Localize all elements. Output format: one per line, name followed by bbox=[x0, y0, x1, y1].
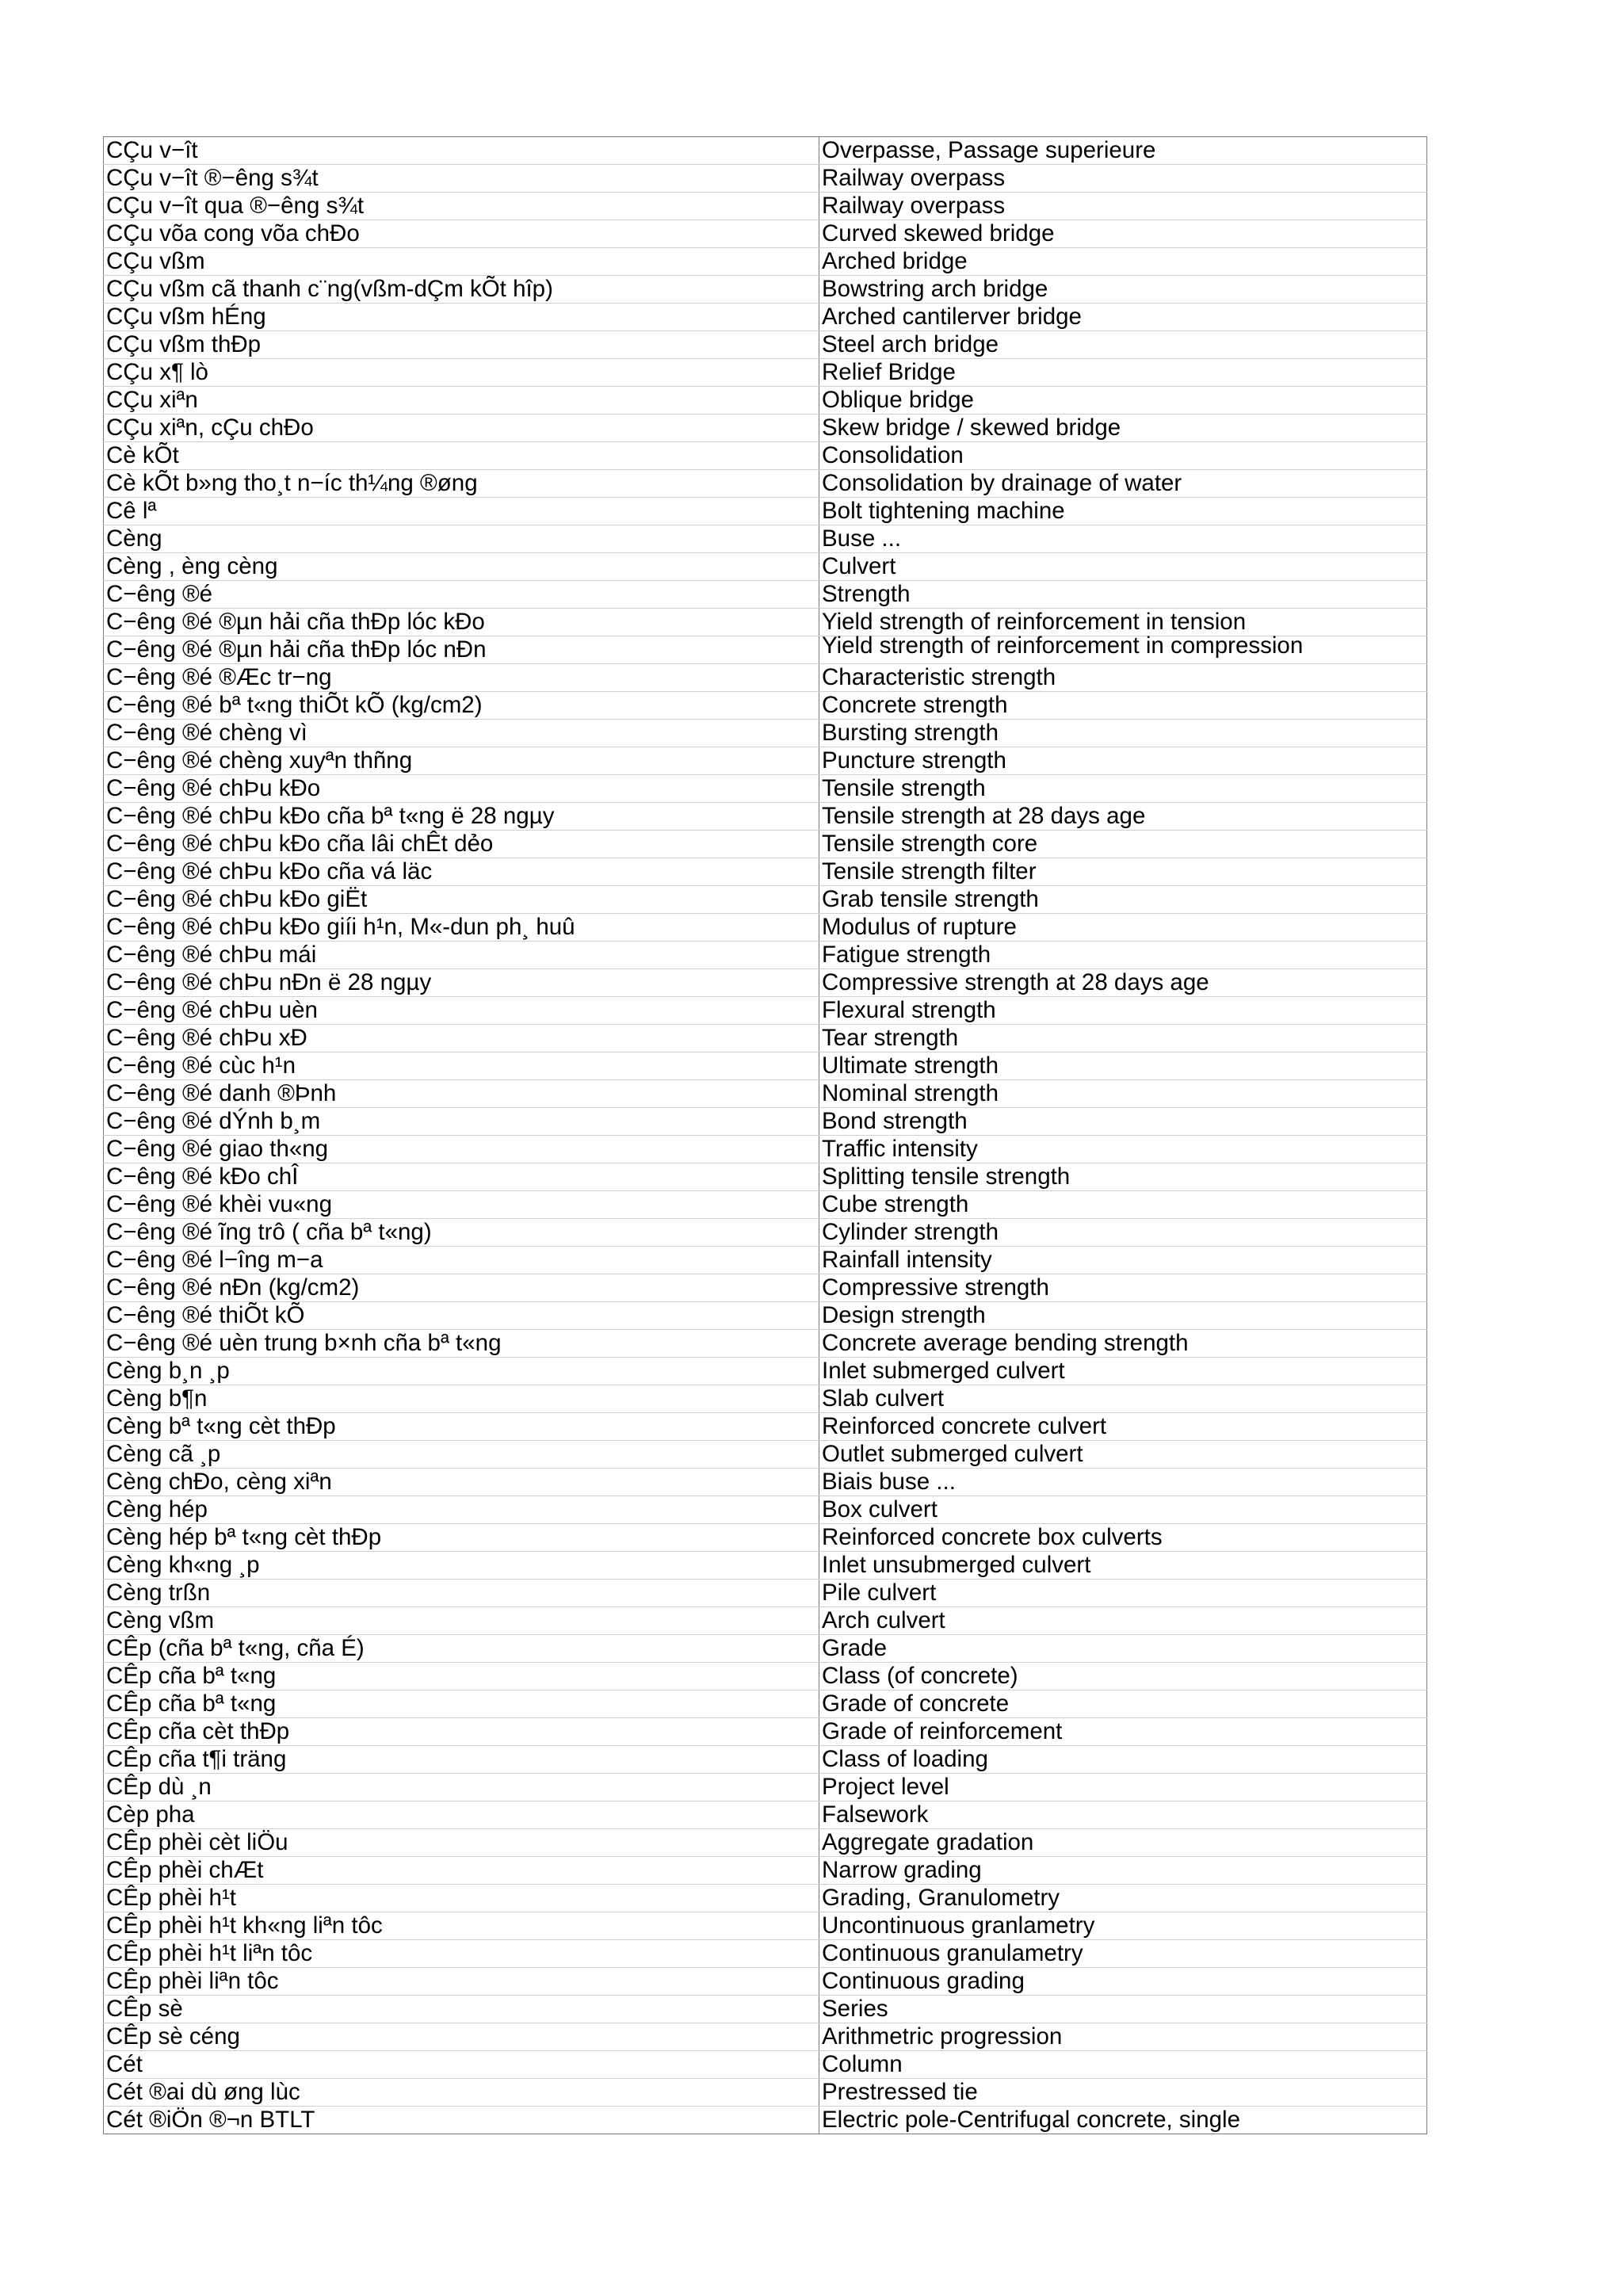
vietnamese-term: C−êng ®é giao th«ng bbox=[104, 1136, 819, 1163]
english-term: Biais buse ... bbox=[819, 1469, 1427, 1496]
table-row bbox=[104, 942, 1427, 969]
table-row bbox=[104, 1718, 1427, 1746]
table-row bbox=[104, 525, 1427, 553]
table-row bbox=[104, 1663, 1427, 1690]
english-term: Concrete average bending strength bbox=[819, 1330, 1427, 1358]
english-term: Tensile strength at 28 days age bbox=[819, 803, 1427, 831]
english-term: Narrow grading bbox=[819, 1857, 1427, 1885]
table-row bbox=[104, 747, 1427, 775]
english-term: Puncture strength bbox=[819, 747, 1427, 775]
table-row bbox=[104, 415, 1427, 442]
english-term: Tensile strength core bbox=[819, 831, 1427, 858]
vietnamese-term: C−êng ®é ®Æc tr−ng bbox=[104, 664, 819, 692]
vietnamese-term: C−êng ®é nÐn (kg/cm2) bbox=[104, 1274, 819, 1302]
english-term: Uncontinuous granlametry bbox=[819, 1912, 1427, 1940]
english-term: Tear strength bbox=[819, 1025, 1427, 1052]
english-term: Cube strength bbox=[819, 1191, 1427, 1219]
english-term: Yield strength of reinforcement in tension bbox=[819, 609, 1427, 636]
vietnamese-term: C−êng ®é chÞu nÐn ë 28 ngµy bbox=[104, 969, 819, 997]
vietnamese-term: C−êng ®é chèng xuyªn thñng bbox=[104, 747, 819, 775]
table-row bbox=[104, 1885, 1427, 1912]
english-term: Characteristic strength bbox=[819, 664, 1427, 692]
vietnamese-term: C−êng ®é thiÕt kÕ bbox=[104, 1302, 819, 1330]
table-row bbox=[104, 664, 1427, 692]
english-term: Curved skewed bridge bbox=[819, 220, 1427, 248]
english-term: Box culvert bbox=[819, 1496, 1427, 1524]
vietnamese-term: CÇu vßm cã thanh c¨ng(vßm-dÇm kÕt hîp) bbox=[104, 276, 819, 304]
table-row bbox=[104, 914, 1427, 942]
table-row bbox=[104, 1247, 1427, 1274]
vietnamese-term: CÊp cña bª t«ng bbox=[104, 1690, 819, 1718]
table-row bbox=[104, 442, 1427, 470]
vietnamese-term: C−êng ®é bª t«ng thiÕt kÕ (kg/cm2) bbox=[104, 692, 819, 720]
english-term: Slab culvert bbox=[819, 1385, 1427, 1413]
table-row bbox=[104, 193, 1427, 220]
table-row bbox=[104, 2051, 1427, 2079]
vietnamese-term: CÊp phèi h¹t bbox=[104, 1885, 819, 1912]
vietnamese-term: C−êng ®é chÞu kÐo cña vá läc bbox=[104, 858, 819, 886]
vietnamese-term: CÊp phèi h¹t liªn tôc bbox=[104, 1940, 819, 1968]
vietnamese-term: Cèp pha bbox=[104, 1801, 819, 1829]
vietnamese-term: CÇu vßm bbox=[104, 248, 819, 276]
english-term: Compressive strength at 28 days age bbox=[819, 969, 1427, 997]
vietnamese-term: CÇu võa cong võa chÐo bbox=[104, 220, 819, 248]
vietnamese-term: C−êng ®é chèng vì bbox=[104, 720, 819, 747]
english-term: Grading, Granulometry bbox=[819, 1885, 1427, 1912]
table-row bbox=[104, 858, 1427, 886]
table-row bbox=[104, 1108, 1427, 1136]
english-term: Design strength bbox=[819, 1302, 1427, 1330]
english-term: Reinforced concrete box culverts bbox=[819, 1524, 1427, 1552]
vietnamese-term: C−êng ®é chÞu kÐo giíi h¹n, M«-dun ph¸ huû bbox=[104, 914, 819, 942]
english-term: Project level bbox=[819, 1774, 1427, 1801]
english-term: Class of loading bbox=[819, 1746, 1427, 1774]
english-term: Grade bbox=[819, 1635, 1427, 1663]
vietnamese-term: C−êng ®é chÞu xÐ bbox=[104, 1025, 819, 1052]
vietnamese-term: CÊp phèi h¹t kh«ng liªn tôc bbox=[104, 1912, 819, 1940]
vietnamese-term: CÇu v−ît qua ®−êng s¾t bbox=[104, 193, 819, 220]
table-row bbox=[104, 1385, 1427, 1413]
table-row bbox=[104, 1358, 1427, 1385]
vietnamese-term: Cèng hép bbox=[104, 1496, 819, 1524]
table-row bbox=[104, 1607, 1427, 1635]
vietnamese-term: Cét ®ai dù øng lùc bbox=[104, 2079, 819, 2107]
vietnamese-term: CÊp sè céng bbox=[104, 2023, 819, 2051]
table-row bbox=[104, 1274, 1427, 1302]
table-row bbox=[104, 1052, 1427, 1080]
table-row bbox=[104, 137, 1427, 165]
english-term: Cylinder strength bbox=[819, 1219, 1427, 1247]
english-term: Splitting tensile strength bbox=[819, 1163, 1427, 1191]
table-row bbox=[104, 1940, 1427, 1968]
vietnamese-term: CÊp cña t¶i träng bbox=[104, 1746, 819, 1774]
english-term: Ultimate strength bbox=[819, 1052, 1427, 1080]
english-term: Continuous granulametry bbox=[819, 1940, 1427, 1968]
english-term: Aggregate gradation bbox=[819, 1829, 1427, 1857]
english-term: Grade of reinforcement bbox=[819, 1718, 1427, 1746]
vietnamese-term: C−êng ®é chÞu uèn bbox=[104, 997, 819, 1025]
english-term: Consolidation bbox=[819, 442, 1427, 470]
table-row bbox=[104, 165, 1427, 193]
table-row bbox=[104, 276, 1427, 304]
vietnamese-term: C−êng ®é chÞu mái bbox=[104, 942, 819, 969]
table-row bbox=[104, 220, 1427, 248]
vietnamese-term: Cèng hép bª t«ng cèt thÐp bbox=[104, 1524, 819, 1552]
vietnamese-term: CÊp phèi chÆt bbox=[104, 1857, 819, 1885]
table-row bbox=[104, 470, 1427, 498]
vietnamese-term: C−êng ®é ®µn hải cña thÐp lóc kÐo bbox=[104, 609, 819, 636]
vietnamese-term: CÊp sè bbox=[104, 1996, 819, 2023]
vietnamese-term: Cèng cã ¸p bbox=[104, 1441, 819, 1469]
vietnamese-term: C−êng ®é chÞu kÐo cña lâi chÊt dẻo bbox=[104, 831, 819, 858]
vietnamese-term: Cét bbox=[104, 2051, 819, 2079]
vietnamese-term: C−êng ®é ĩng trô ( cña bª t«ng) bbox=[104, 1219, 819, 1247]
vietnamese-term: CÇu v−ît bbox=[104, 137, 819, 165]
vietnamese-term: CÇu v−ît ®−êng s¾t bbox=[104, 165, 819, 193]
table-row bbox=[104, 692, 1427, 720]
vietnamese-term: CÇu xiªn, cÇu chÐo bbox=[104, 415, 819, 442]
table-row bbox=[104, 1801, 1427, 1829]
english-term: Traffic intensity bbox=[819, 1136, 1427, 1163]
vietnamese-term: C−êng ®é khèi vu«ng bbox=[104, 1191, 819, 1219]
english-term: Continuous grading bbox=[819, 1968, 1427, 1996]
table-row bbox=[104, 997, 1427, 1025]
table-row bbox=[104, 498, 1427, 525]
table-row bbox=[104, 304, 1427, 331]
vietnamese-term: C−êng ®é bbox=[104, 581, 819, 609]
vietnamese-term: Cèng bª t«ng cèt thÐp bbox=[104, 1413, 819, 1441]
vietnamese-term: C−êng ®é chÞu kÐo giËt bbox=[104, 886, 819, 914]
vietnamese-term: Cèng chÐo, cèng xiªn bbox=[104, 1469, 819, 1496]
english-term: Pile culvert bbox=[819, 1580, 1427, 1607]
table-row bbox=[104, 720, 1427, 747]
glossary-table bbox=[103, 136, 1427, 2134]
english-term: Bursting strength bbox=[819, 720, 1427, 747]
table-row bbox=[104, 969, 1427, 997]
table-row bbox=[104, 1635, 1427, 1663]
table-row bbox=[104, 1774, 1427, 1801]
vietnamese-term: Cèng kh«ng ¸p bbox=[104, 1552, 819, 1580]
english-term: Outlet submerged culvert bbox=[819, 1441, 1427, 1469]
table-row bbox=[104, 886, 1427, 914]
table-row bbox=[104, 1912, 1427, 1940]
english-term: Arithmetric progression bbox=[819, 2023, 1427, 2051]
table-row bbox=[104, 1136, 1427, 1163]
table-row bbox=[104, 1746, 1427, 1774]
english-term: Column bbox=[819, 2051, 1427, 2079]
table-row bbox=[104, 1413, 1427, 1441]
english-term: Nominal strength bbox=[819, 1080, 1427, 1108]
table-row bbox=[104, 1469, 1427, 1496]
english-term: Prestressed tie bbox=[819, 2079, 1427, 2107]
table-row bbox=[104, 1552, 1427, 1580]
vietnamese-term: CÊp (cña bª t«ng, cña É) bbox=[104, 1635, 819, 1663]
english-term: Modulus of rupture bbox=[819, 914, 1427, 942]
vietnamese-term: Cèng b¶n bbox=[104, 1385, 819, 1413]
vietnamese-term: CÇu xiªn bbox=[104, 387, 819, 415]
vietnamese-term: C−êng ®é l−îng m−a bbox=[104, 1247, 819, 1274]
english-term: Arched cantilerver bridge bbox=[819, 304, 1427, 331]
table-row bbox=[104, 831, 1427, 858]
english-term: Grab tensile strength bbox=[819, 886, 1427, 914]
english-term: Skew bridge / skewed bridge bbox=[819, 415, 1427, 442]
english-term: Relief Bridge bbox=[819, 359, 1427, 387]
english-term: Class (of concrete) bbox=[819, 1663, 1427, 1690]
table-row bbox=[104, 636, 1427, 664]
glossary-body bbox=[104, 137, 1427, 2134]
vietnamese-term: C−êng ®é ®µn hải cña thÐp lóc nÐn bbox=[104, 636, 819, 664]
table-row bbox=[104, 1829, 1427, 1857]
english-term: Arched bridge bbox=[819, 248, 1427, 276]
english-term: Bowstring arch bridge bbox=[819, 276, 1427, 304]
vietnamese-term: C−êng ®é chÞu kÐo cña bª t«ng ë 28 ngµy bbox=[104, 803, 819, 831]
english-term: Overpasse, Passage superieure bbox=[819, 137, 1427, 165]
vietnamese-term: CÊp dù ¸n bbox=[104, 1774, 819, 1801]
vietnamese-term: Cè kÕt bbox=[104, 442, 819, 470]
english-term: Inlet unsubmerged culvert bbox=[819, 1552, 1427, 1580]
vietnamese-term: C−êng ®é uèn trung b×nh cña bª t«ng bbox=[104, 1330, 819, 1358]
table-row bbox=[104, 387, 1427, 415]
english-term: Falsework bbox=[819, 1801, 1427, 1829]
english-term: Electric pole-Centrifugal concrete, single bbox=[819, 2107, 1427, 2134]
english-term: Yield strength of reinforcement in compression bbox=[819, 636, 1427, 664]
vietnamese-term: CÊp phèi cèt liÖu bbox=[104, 1829, 819, 1857]
table-row bbox=[104, 1025, 1427, 1052]
table-row bbox=[104, 1330, 1427, 1358]
table-row bbox=[104, 1441, 1427, 1469]
table-row bbox=[104, 1080, 1427, 1108]
english-term: Arch culvert bbox=[819, 1607, 1427, 1635]
table-row bbox=[104, 1580, 1427, 1607]
english-term: Buse ... bbox=[819, 525, 1427, 553]
vietnamese-term: CÊp cña bª t«ng bbox=[104, 1663, 819, 1690]
english-term: Railway overpass bbox=[819, 165, 1427, 193]
table-row bbox=[104, 359, 1427, 387]
vietnamese-term: C−êng ®é cùc h¹n bbox=[104, 1052, 819, 1080]
english-term: Strength bbox=[819, 581, 1427, 609]
table-row bbox=[104, 1496, 1427, 1524]
english-term: Tensile strength bbox=[819, 775, 1427, 803]
english-term: Grade of concrete bbox=[819, 1690, 1427, 1718]
vietnamese-term: CÇu x¶ lò bbox=[104, 359, 819, 387]
table-row bbox=[104, 1996, 1427, 2023]
english-term: Compressive strength bbox=[819, 1274, 1427, 1302]
english-term: Tensile strength filter bbox=[819, 858, 1427, 886]
english-term: Inlet submerged culvert bbox=[819, 1358, 1427, 1385]
table-row bbox=[104, 248, 1427, 276]
vietnamese-term: C−êng ®é dÝnh b¸m bbox=[104, 1108, 819, 1136]
vietnamese-term: Cèng bbox=[104, 525, 819, 553]
table-row bbox=[104, 1524, 1427, 1552]
vietnamese-term: CÇu vßm hÉng bbox=[104, 304, 819, 331]
table-row bbox=[104, 1163, 1427, 1191]
table-row bbox=[104, 553, 1427, 581]
english-term: Steel arch bridge bbox=[819, 331, 1427, 359]
english-term: Bolt tightening machine bbox=[819, 498, 1427, 525]
english-term: Consolidation by drainage of water bbox=[819, 470, 1427, 498]
english-term: Flexural strength bbox=[819, 997, 1427, 1025]
vietnamese-term: Cè kÕt b»ng tho¸t n−íc th¼ng ®øng bbox=[104, 470, 819, 498]
vietnamese-term: Cèng b¸n ¸p bbox=[104, 1358, 819, 1385]
table-row bbox=[104, 1690, 1427, 1718]
vietnamese-term: Cèng trßn bbox=[104, 1580, 819, 1607]
english-term: Railway overpass bbox=[819, 193, 1427, 220]
vietnamese-term: Cèng vßm bbox=[104, 1607, 819, 1635]
vietnamese-term: CÇu vßm thÐp bbox=[104, 331, 819, 359]
english-term: Concrete strength bbox=[819, 692, 1427, 720]
vietnamese-term: C−êng ®é chÞu kÐo bbox=[104, 775, 819, 803]
table-row bbox=[104, 1302, 1427, 1330]
table-row bbox=[104, 803, 1427, 831]
english-term: Series bbox=[819, 1996, 1427, 2023]
table-row bbox=[104, 581, 1427, 609]
vietnamese-term: C−êng ®é kÐo chÎ bbox=[104, 1163, 819, 1191]
table-row bbox=[104, 775, 1427, 803]
table-row bbox=[104, 1968, 1427, 1996]
vietnamese-term: Cét ®iÖn ®¬n BTLT bbox=[104, 2107, 819, 2134]
english-term: Fatigue strength bbox=[819, 942, 1427, 969]
table-row bbox=[104, 1219, 1427, 1247]
table-row bbox=[104, 331, 1427, 359]
english-term: Bond strength bbox=[819, 1108, 1427, 1136]
table-row bbox=[104, 1857, 1427, 1885]
english-term: Oblique bridge bbox=[819, 387, 1427, 415]
english-term: Culvert bbox=[819, 553, 1427, 581]
vietnamese-term: C−êng ®é danh ®Þnh bbox=[104, 1080, 819, 1108]
english-term: Rainfall intensity bbox=[819, 1247, 1427, 1274]
vietnamese-term: CÊp cña cèt thÐp bbox=[104, 1718, 819, 1746]
table-row bbox=[104, 2107, 1427, 2134]
vietnamese-term: Cê lª bbox=[104, 498, 819, 525]
vietnamese-term: Cèng , èng cèng bbox=[104, 553, 819, 581]
table-row bbox=[104, 1191, 1427, 1219]
table-row bbox=[104, 2079, 1427, 2107]
table-row bbox=[104, 2023, 1427, 2051]
vietnamese-term: CÊp phèi liªn tôc bbox=[104, 1968, 819, 1996]
english-term: Reinforced concrete culvert bbox=[819, 1413, 1427, 1441]
